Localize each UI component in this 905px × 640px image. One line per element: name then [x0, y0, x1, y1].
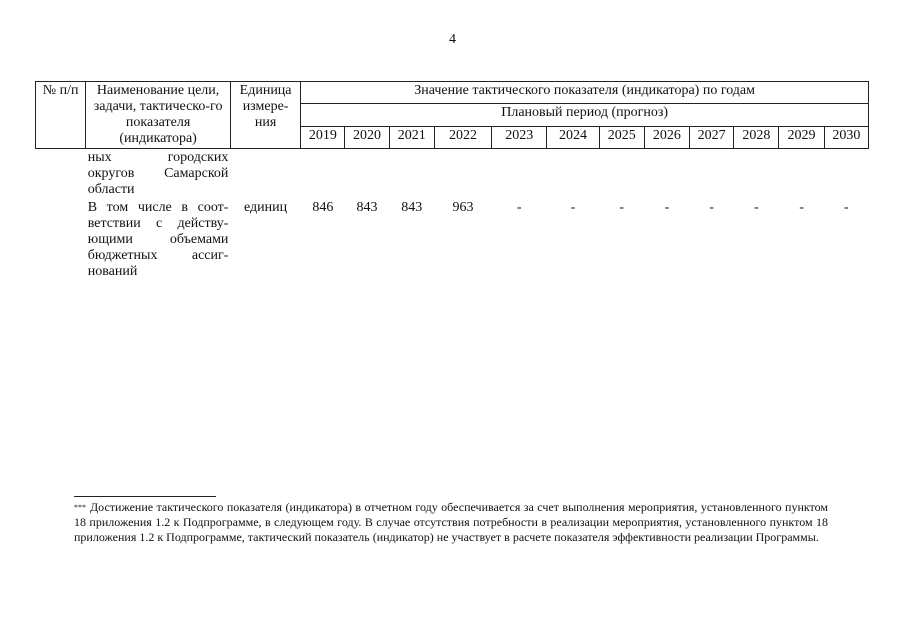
row-unit: единиц [244, 200, 288, 215]
value-cell: - [843, 200, 849, 215]
header-year: 2024 [547, 126, 599, 148]
value-cell: 963 [452, 200, 474, 215]
header-year: 2027 [690, 126, 734, 148]
header-year: 2026 [644, 126, 689, 148]
table-row-continuation [36, 149, 869, 200]
name-line: ветствии с действу- [87, 216, 229, 231]
header-name: Наименование цели, задачи, тактическо-го показателя (индикатора) [86, 82, 231, 149]
row-name-cell [86, 199, 231, 281]
header-values-title: Значение тактического показателя (индикатора) по годам [301, 82, 869, 104]
page-number: 4 [449, 32, 456, 47]
header-plan-title: Плановый период (прогноз) [301, 104, 869, 126]
value-cell: - [799, 200, 804, 215]
value-cell: - [570, 200, 576, 215]
value-cell: - [753, 200, 759, 215]
name-line: ющими объемами [87, 232, 229, 247]
value-cell: 843 [401, 200, 423, 215]
footnote-marker: *** [74, 503, 86, 512]
value-cell: 843 [356, 200, 378, 215]
header-year: 2029 [779, 126, 824, 148]
header-year: 2019 [301, 126, 345, 148]
name-line: округов Самарской [87, 166, 229, 181]
header-year: 2021 [389, 126, 434, 148]
header-num: № п/п [36, 82, 86, 149]
header-year: 2022 [434, 126, 491, 148]
value-cell: 846 [312, 200, 334, 215]
indicator-table [35, 81, 869, 281]
header-year: 2020 [345, 126, 389, 148]
name-line: нований [87, 264, 138, 279]
header-unit: Единица измере-ния [230, 82, 300, 149]
name-line: области [87, 182, 135, 197]
header-year: 2028 [734, 126, 779, 148]
name-line: ных городских [87, 150, 229, 165]
value-cell: - [709, 200, 714, 215]
value-cell: - [619, 200, 625, 215]
header-year: 2023 [492, 126, 547, 148]
continuation-name-cell [86, 149, 231, 200]
header-year: 2030 [824, 126, 868, 148]
footnote [74, 500, 828, 545]
value-cell: - [516, 200, 522, 215]
footnote-text: Достижение тактического показателя (индикатора) в отчетном году обеспечивается за счет выполнения мероприятия, установленного пунктом 18 приложения 1.2 к Подпрограмме, в следующем году. В случае отсутствия потребности в реализации мероприятия, установленного пунктом 18 приложения 1.2 к Подпрограмме, тактический показатель (индикатор) не участвует в расчете показателя эффективности реализации Программы. [74, 500, 828, 544]
table-row [36, 199, 869, 281]
name-line: бюджетных ассиг- [87, 248, 229, 263]
header-year: 2025 [599, 126, 644, 148]
value-cell: - [664, 200, 670, 215]
footnote-divider [74, 496, 216, 497]
name-line: В том числе в соот- [87, 200, 229, 215]
